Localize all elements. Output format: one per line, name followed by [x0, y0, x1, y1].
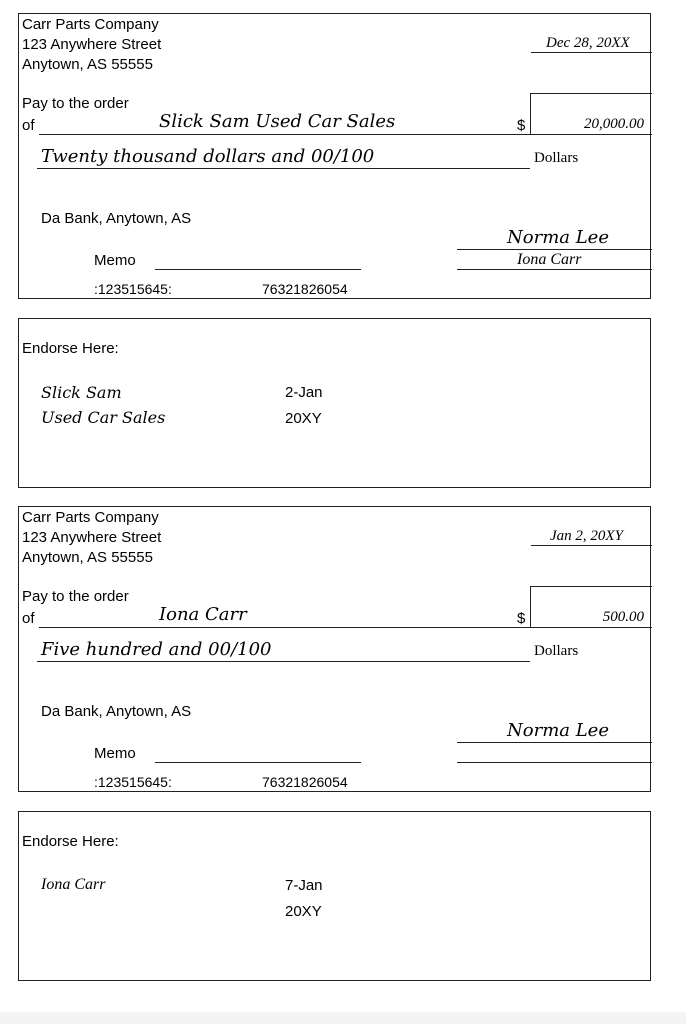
check-date: Jan 2, 20XY: [550, 528, 623, 544]
routing-number: :123515645:: [94, 281, 172, 297]
pay-to-label: Pay to the order: [22, 95, 129, 112]
payee-line: [39, 134, 530, 135]
signature-primary: Norma Lee: [507, 720, 609, 741]
amount-words: Five hundred and 00/100: [41, 639, 272, 660]
payee-name: Iona Carr: [159, 604, 247, 625]
amount-words-line: [37, 661, 530, 662]
page-bottom-strip: [0, 1012, 686, 1024]
dollars-label: Dollars: [534, 150, 579, 166]
company-city: Anytown, AS 55555: [22, 56, 153, 73]
company-name: Carr Parts Company: [22, 509, 159, 526]
signature-secondary: Iona Carr: [517, 251, 582, 268]
endorse-date-day: 2-Jan: [285, 384, 323, 401]
pay-to-label: Pay to the order: [22, 588, 129, 605]
memo-label: Memo: [94, 745, 136, 762]
amount-box-left: [530, 586, 531, 628]
check-amount: 500.00: [602, 609, 644, 625]
amount-line: [530, 134, 652, 135]
amount-words: Twenty thousand dollars and 00/100: [41, 146, 375, 167]
account-number: 76321826054: [262, 281, 348, 297]
memo-line: [155, 269, 361, 270]
routing-number: :123515645:: [94, 774, 172, 790]
signature-line-2: [457, 269, 652, 270]
signature-line-2: [457, 762, 652, 763]
endorse-signature-line-1: Iona Carr: [41, 876, 106, 893]
check-2: [18, 506, 651, 792]
dollar-sign: $: [517, 117, 526, 134]
date-line: [531, 52, 652, 53]
endorse-label: Endorse Here:: [22, 340, 119, 357]
signature-line-1: [457, 742, 652, 743]
endorsement-2: [18, 811, 651, 981]
amount-box-left: [530, 93, 531, 135]
check-1: [18, 13, 651, 299]
date-line: [531, 545, 652, 546]
amount-words-line: [37, 168, 530, 169]
memo-label: Memo: [94, 252, 136, 269]
amount-line: [530, 627, 652, 628]
endorse-signature-line-2: Used Car Sales: [41, 408, 166, 427]
account-number: 76321826054: [262, 774, 348, 790]
bank-name: Da Bank, Anytown, AS: [41, 703, 192, 720]
pay-to-of-label: of: [22, 117, 35, 134]
company-name: Carr Parts Company: [22, 16, 159, 33]
signature-line-1: [457, 249, 652, 250]
check-date: Dec 28, 20XX: [546, 35, 630, 51]
endorsement-1: [18, 318, 651, 488]
check-amount: 20,000.00: [584, 116, 644, 132]
amount-box-top: [530, 586, 652, 587]
company-street: 123 Anywhere Street: [22, 529, 162, 546]
payee-line: [39, 627, 530, 628]
pay-to-of-label: of: [22, 610, 35, 627]
dollar-sign: $: [517, 610, 526, 627]
bank-name: Da Bank, Anytown, AS: [41, 210, 192, 227]
endorse-date-year: 20XY: [285, 903, 322, 920]
memo-line: [155, 762, 361, 763]
endorse-date-year: 20XY: [285, 410, 322, 427]
amount-box-top: [530, 93, 652, 94]
company-street: 123 Anywhere Street: [22, 36, 162, 53]
dollars-label: Dollars: [534, 643, 579, 659]
payee-name: Slick Sam Used Car Sales: [159, 111, 396, 132]
signature-primary: Norma Lee: [507, 227, 609, 248]
company-city: Anytown, AS 55555: [22, 549, 153, 566]
endorse-label: Endorse Here:: [22, 833, 119, 850]
endorse-signature-line-1: Slick Sam: [41, 383, 122, 402]
endorse-date-day: 7-Jan: [285, 877, 323, 894]
